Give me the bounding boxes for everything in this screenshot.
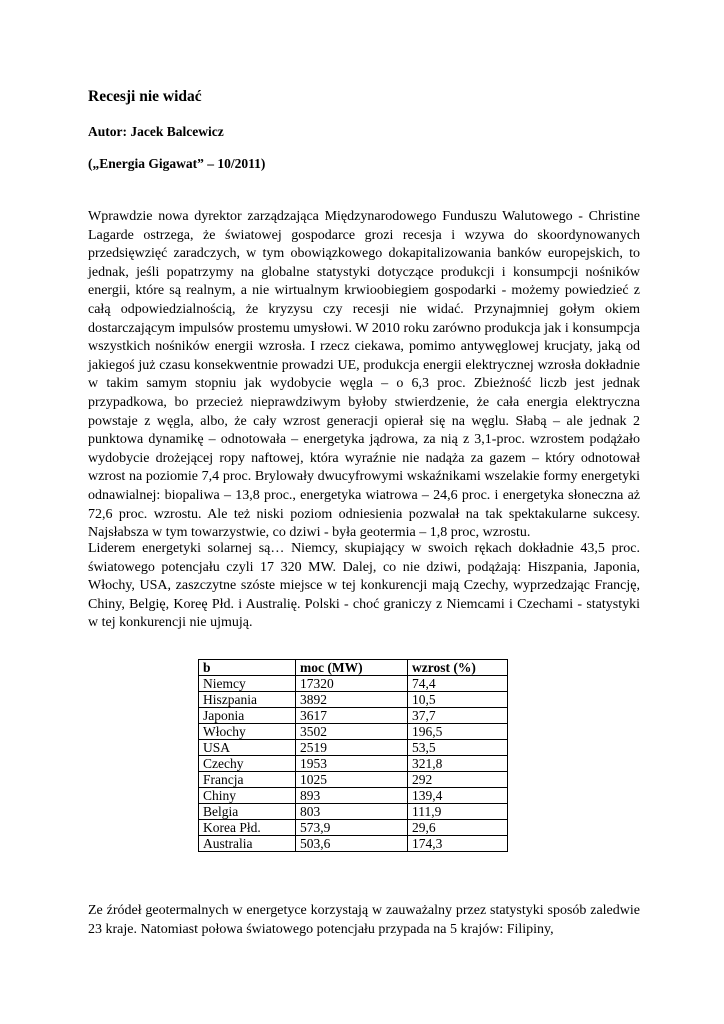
table-cell-capacity: 1953 — [296, 756, 408, 772]
table-cell-growth: 37,7 — [408, 708, 508, 724]
table-cell-country: Francja — [199, 772, 296, 788]
table-row — [199, 836, 508, 852]
table-cell-capacity: 3617 — [296, 708, 408, 724]
table-cell-growth: 321,8 — [408, 756, 508, 772]
table-cell-country: Korea Płd. — [199, 820, 296, 836]
table-cell-capacity: 17320 — [296, 676, 408, 692]
table-cell-capacity: 3892 — [296, 692, 408, 708]
table-cell-country: Czechy — [199, 756, 296, 772]
table-cell-growth: 139,4 — [408, 788, 508, 804]
table-header-row — [199, 660, 508, 676]
table-cell-capacity: 573,9 — [296, 820, 408, 836]
table-row — [199, 676, 508, 692]
paragraph-intro: Wprawdzie nowa dyrektor zarządzająca Międzynarodowego Funduszu Walutowego - Christine Lagarde ostrzega, że światowej gospodarce grozi recesja i wzywa do skoordynowanych przedsięwzięć zaradczych, w tym obowiązkowego dokapitalizowania banków europejskich, to jednak, jeśli popatrzymy na globalne statystyki dotyczące produkcji i konsumpcji nośników energii, które są realnym, a nie wirtualnym krwioobiegiem gospodarki - możemy powiedzieć z całą odpowiedzialnością, że kryzysu czy recesji nie widać. Przynajmniej gołym okiem dostarczającym impulsów prostemu umysłowi. W 2010 roku zarówno produkcja jak i konsumpcja wszystkich nośników energii wzrosła. I rzecz ciekawa, pomimo antywęglowej krucjaty, jaką od jakiegoś już czasu konsekwentnie prowadzi UE, produkcja energii elektrycznej wzrosła dokładnie w takim samym stopniu jak wydobycie węgla – o 6,3 proc. Zbieżność liczb jest jednak przypadkowa, bo przecież nieprawdziwym byłoby stwierdzenie, że cała energia elektryczna powstaje z węgla, albo, że cały wzrost generacji opierał się na węglu. Słabą – ale jednak 2 punktowa dynamikę – odnotowała – energetyka jądrowa, za nią z 3,1-proc. wzrostem podążało wydobycie drożejącej ropy naftowej, która wyraźnie nie nadąża za gazem – który odnotował wzrost na poziomie 7,4 proc. Brylowały dwucyfrowymi wskaźnikami wszelakie formy energetyki odnawialnej: biopaliwa – 13,8 proc., energetyka wiatrowa – 24,6 proc. i energetyka słoneczna aż 72,6 proc. wzrostu. Ale też niski poziom odniesienia pozwalał na tak spektakularne sukcesy. Najsłabsza w tym towarzystwie, co dziwi - była geotermia – 1,8 proc, wzrostu. — [88, 209, 640, 541]
paragraph-solar: Liderem energetyki solarnej są… Niemcy, skupiający w swoich rękach dokładnie 43,5 proc. światowego potencjału czyli 17 320 MW. Dalej, co nie dziwi, podążają: Hiszpania, Japonia, Włochy, USA, zaszczytne szóste miejsce w tej konkurencji mają Czechy, wyprzedzając Francję, Chiny, Belgię, Koreę Płd. i Australię. Polski - choć graniczy z Niemcami i Czechami - statystyki w tej konkurencji nie ujmują. — [88, 541, 640, 631]
table-header-growth: wzrost (%) — [408, 660, 508, 676]
table-cell-capacity: 3502 — [296, 724, 408, 740]
table-cell-country: Belgia — [199, 804, 296, 820]
table-cell-growth: 74,4 — [408, 676, 508, 692]
solar-capacity-table — [198, 659, 508, 852]
table-cell-country: Niemcy — [199, 676, 296, 692]
table-cell-country: Włochy — [199, 724, 296, 740]
table-cell-country: Japonia — [199, 708, 296, 724]
article-source: („Energia Gigawat” – 10/2011) — [88, 156, 266, 171]
table-cell-country: Hiszpania — [199, 692, 296, 708]
table-cell-growth: 29,6 — [408, 820, 508, 836]
table-cell-growth: 10,5 — [408, 692, 508, 708]
table-cell-growth: 174,3 — [408, 836, 508, 852]
table-row — [199, 740, 508, 756]
table-row — [199, 692, 508, 708]
table-row — [199, 788, 508, 804]
table-row — [199, 820, 508, 836]
table-cell-growth: 53,5 — [408, 740, 508, 756]
table-cell-capacity: 1025 — [296, 772, 408, 788]
table-row — [199, 772, 508, 788]
table-row — [199, 756, 508, 772]
table-cell-country: Chiny — [199, 788, 296, 804]
article-author: Autor: Jacek Balcewicz — [88, 124, 224, 139]
table-cell-growth: 111,9 — [408, 804, 508, 820]
table-cell-country: Australia — [199, 836, 296, 852]
table-cell-country: USA — [199, 740, 296, 756]
table-cell-capacity: 803 — [296, 804, 408, 820]
table-row — [199, 708, 508, 724]
paragraph-geothermal: Ze źródeł geotermalnych w energetyce korzystają w zauważalny przez statystyki sposób zaledwie 23 kraje. Natomiast połowa światowego potencjału przypada na 5 krajów: Filipiny, — [88, 903, 640, 937]
table-row — [199, 804, 508, 820]
table-row — [199, 724, 508, 740]
table-header-capacity: moc (MW) — [296, 660, 408, 676]
article-title: Recesji nie widać — [88, 88, 202, 105]
table-cell-growth: 196,5 — [408, 724, 508, 740]
table-cell-capacity: 2519 — [296, 740, 408, 756]
table-header-country: b — [199, 660, 296, 676]
table-cell-growth: 292 — [408, 772, 508, 788]
table-cell-capacity: 893 — [296, 788, 408, 804]
table-cell-capacity: 503,6 — [296, 836, 408, 852]
